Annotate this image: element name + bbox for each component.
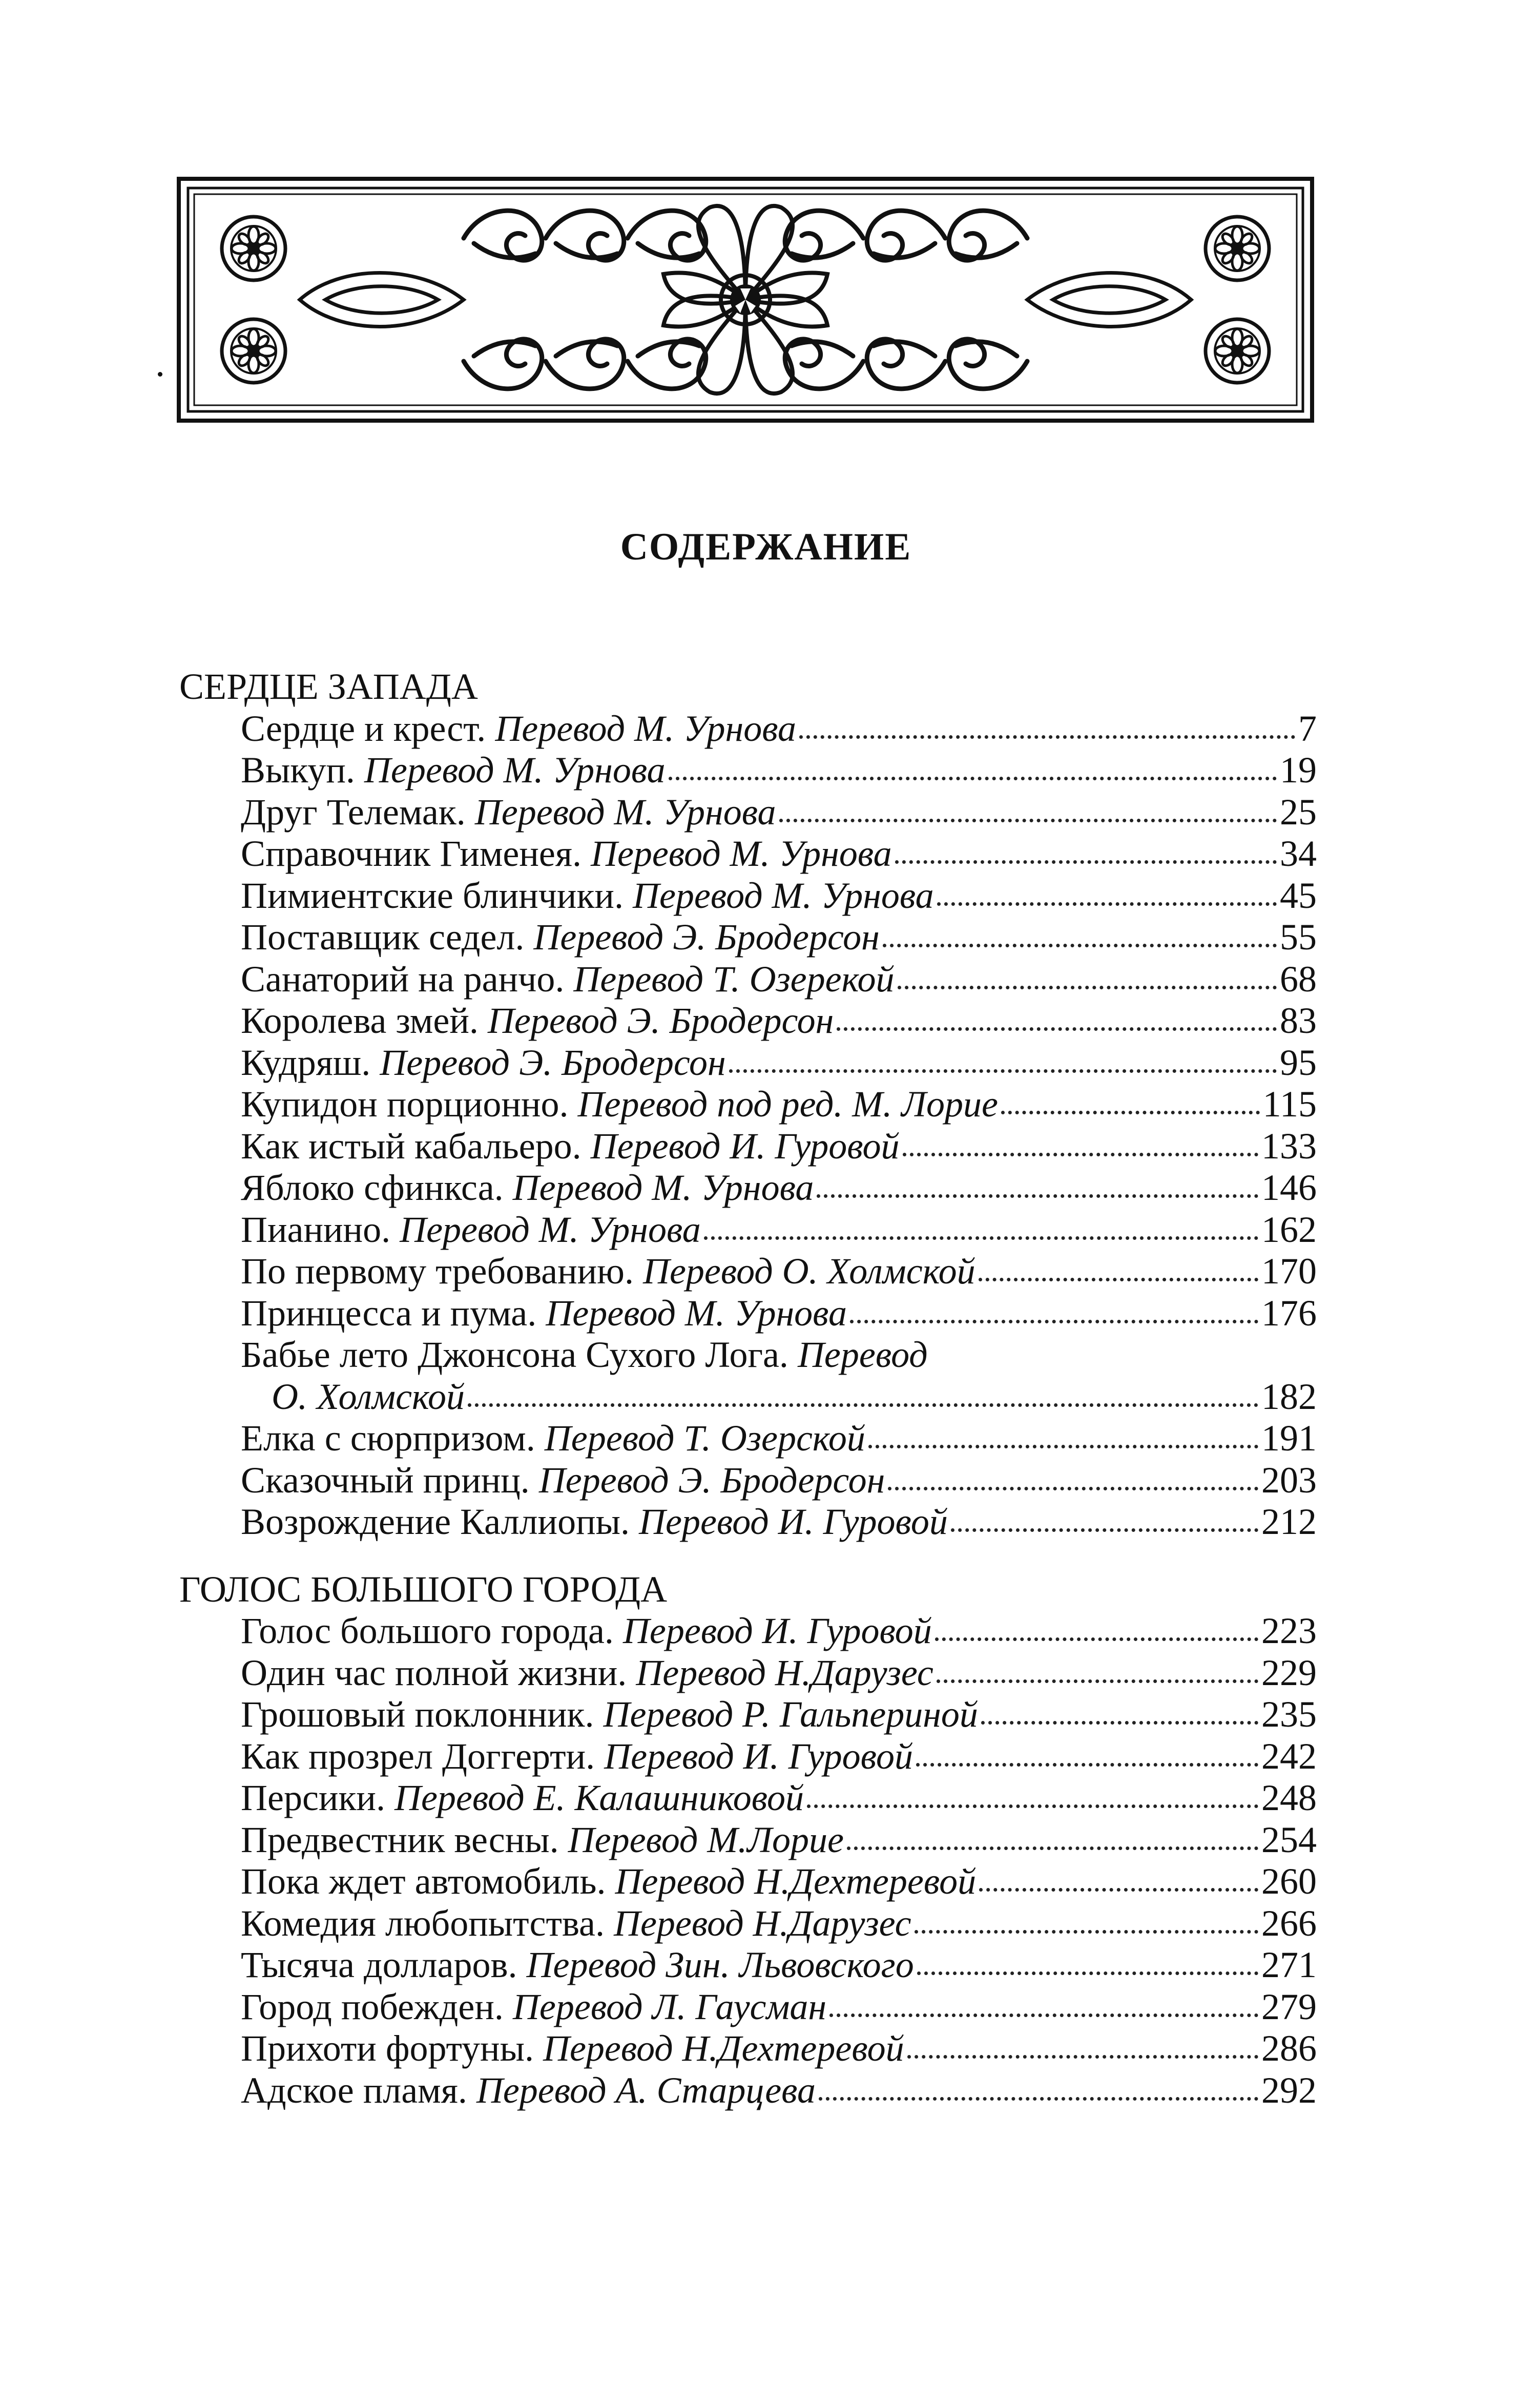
toc-entry (179, 1334, 1317, 1418)
entry-translator: Перевод Т. Озерекой (573, 958, 895, 1000)
entry-page: 25 (1280, 791, 1317, 833)
toc-entry (179, 1819, 1317, 1861)
entry-title: Кудряш. (241, 1042, 371, 1083)
dot-leader (704, 1236, 1258, 1240)
entry-title: Купидон порционно. (241, 1084, 569, 1125)
dot-leader (799, 735, 1295, 739)
toc-entry (179, 2028, 1317, 2070)
entry-title: Адское пламя. (241, 2069, 467, 2111)
entry-translator: Перевод Э. Бродерсон (380, 1042, 726, 1083)
dot-leader (951, 1528, 1258, 1532)
toc-entry (179, 1126, 1317, 1168)
dot-leader (937, 1679, 1258, 1683)
entry-title: Город побежден. (241, 1986, 504, 2027)
toc-entry (179, 1042, 1317, 1084)
entry-page: 162 (1261, 1209, 1317, 1250)
entry-translator: Перевод Р. Гальпериной (603, 1694, 978, 1735)
dot-leader (669, 777, 1277, 780)
entry-translator: Перевод М. Урнова (546, 1292, 847, 1334)
entry-translator: Перевод Т. Озерской (544, 1418, 865, 1459)
entry-page: 19 (1280, 750, 1317, 791)
entry-title: Санаторий на ранчо. (241, 958, 565, 1000)
toc-entry (179, 1501, 1317, 1543)
toc-entry (179, 1610, 1317, 1652)
entry-title: Тысяча долларов. (241, 1944, 517, 1985)
entry-translator: Перевод И. Гуровой (622, 1610, 932, 1651)
toc-entry (179, 1084, 1317, 1126)
entry-page: 146 (1261, 1167, 1317, 1208)
dot-leader (981, 1721, 1258, 1725)
entry-page: 115 (1262, 1084, 1317, 1125)
dot-leader (807, 1804, 1258, 1808)
toc-entry (179, 792, 1317, 834)
entry-page: 133 (1261, 1125, 1317, 1167)
entry-page: 55 (1280, 917, 1317, 958)
dot-leader (903, 1153, 1258, 1156)
dot-leader (917, 1971, 1258, 1975)
toc-entry (179, 750, 1317, 792)
entry-translator: Перевод Э. Бродерсон (538, 1459, 885, 1501)
dot-leader (729, 1069, 1277, 1073)
dot-leader (837, 1027, 1277, 1031)
dot-leader (850, 1320, 1258, 1323)
entry-title: Яблоко сфинкса. (241, 1167, 504, 1208)
dot-leader (898, 986, 1277, 989)
entry-page: 95 (1280, 1042, 1317, 1083)
entry-page: 45 (1280, 875, 1317, 916)
entry-title: Возрождение Каллиопы. (241, 1501, 630, 1542)
dot-leader (868, 1445, 1258, 1448)
toc-entry (179, 875, 1317, 917)
entry-translator: Перевод Н.Дарузес (613, 1902, 911, 1944)
decorative-frieze-ornament-icon (177, 177, 1314, 423)
entry-page: 83 (1280, 1000, 1317, 1041)
entry-title: Бабье лето Джонсона Сухого Лога. (241, 1334, 788, 1375)
table-of-contents (179, 666, 1317, 2111)
toc-entry (179, 2070, 1317, 2112)
entry-translator: Перевод Н.Дехтеревой (543, 2028, 904, 2069)
entry-page: 223 (1261, 1610, 1317, 1651)
entry-translator: Перевод М. Урнова (400, 1209, 701, 1250)
dot-leader (1001, 1111, 1260, 1114)
entry-translator: Перевод Л. Гаусман (512, 1986, 827, 2027)
entry-page: 242 (1261, 1735, 1317, 1777)
toc-entry (179, 1652, 1317, 1694)
toc-entry (179, 1167, 1317, 1209)
entry-page: 292 (1261, 2069, 1317, 2111)
entry-page: 279 (1261, 1986, 1317, 2027)
entry-title: Елка с сюрпризом. (241, 1418, 535, 1459)
toc-entry (179, 1694, 1317, 1736)
entry-title: Грошовый поклонник. (241, 1694, 594, 1735)
entry-page: 266 (1261, 1902, 1317, 1944)
dot-leader (819, 2097, 1258, 2101)
toc-entry (179, 1944, 1317, 1986)
entry-translator: Перевод М. Урнова (364, 750, 666, 791)
entry-title: Комедия любопытства. (241, 1902, 605, 1944)
dot-leader (937, 902, 1277, 906)
entry-page: 68 (1280, 958, 1317, 1000)
entry-page: 176 (1261, 1292, 1317, 1334)
toc-entry (179, 1777, 1317, 1819)
dot-leader (888, 1487, 1258, 1490)
entry-title: Пианино. (241, 1209, 391, 1250)
entry-translator: Перевод Э. Бродерсон (533, 917, 880, 958)
section-title: СЕРДЦЕ ЗАПАДА (179, 666, 478, 707)
toc-entry (179, 1736, 1317, 1778)
dot-leader (817, 1194, 1258, 1198)
entry-title: Пимиентские блинчики. (241, 875, 624, 916)
toc-entry (179, 1251, 1317, 1293)
entry-page: 170 (1261, 1251, 1317, 1292)
dot-leader (907, 2055, 1258, 2059)
toc-entry (179, 1460, 1317, 1502)
entry-page: 191 (1261, 1418, 1317, 1459)
dot-leader (979, 1278, 1258, 1281)
stray-ink-dot (158, 372, 162, 377)
entry-translator: Перевод М.Лорие (568, 1819, 844, 1860)
entry-translator: Перевод И. Гуровой (590, 1125, 900, 1167)
toc-entry (179, 1903, 1317, 1945)
entry-page: 286 (1261, 2028, 1317, 2069)
entry-translator: Перевод И. Гуровой (604, 1735, 913, 1777)
entry-title: По первому требованию. (241, 1251, 634, 1292)
entry-title: Выкуп. (241, 750, 355, 791)
toc-section (179, 1569, 1317, 2112)
dot-leader (916, 1763, 1258, 1767)
dot-leader (979, 1888, 1258, 1892)
dot-leader (915, 1930, 1258, 1934)
dot-leader (468, 1403, 1258, 1407)
entry-title: Один час полной жизни. (241, 1652, 627, 1693)
dot-leader (847, 1846, 1258, 1850)
toc-entry (179, 959, 1317, 1001)
dot-leader (779, 819, 1277, 822)
entry-translator: Перевод Э. Бродерсон (487, 1000, 834, 1041)
entry-translator: Перевод Е. Калашниковой (394, 1777, 804, 1818)
toc-entry (179, 1418, 1317, 1460)
entry-title: Пока ждет автомобиль. (241, 1861, 606, 1902)
entry-title: Друг Телемак. (241, 791, 466, 833)
entry-title: Сказочный принц. (241, 1459, 530, 1501)
toc-entry (179, 1861, 1317, 1903)
toc-entry (179, 1000, 1317, 1042)
toc-entry (179, 833, 1317, 875)
entry-translator: Перевод Зин. Львовского (526, 1944, 914, 1985)
entry-translator: Перевод М. Урнова (632, 875, 934, 916)
entry-title: Персики. (241, 1777, 385, 1818)
toc-entry (179, 1986, 1317, 2028)
entry-page: 34 (1280, 833, 1317, 874)
entry-page: 260 (1261, 1861, 1317, 1902)
entry-title: Сердце и крест. (241, 708, 486, 749)
entry-translator: Перевод М. Урнова (512, 1167, 814, 1208)
entry-translator: Перевод М. Урнова (495, 708, 797, 749)
entry-translator: Перевод М. Урнова (590, 833, 892, 874)
entry-page: 254 (1261, 1819, 1317, 1860)
entry-page: 203 (1261, 1459, 1317, 1501)
entry-page: 212 (1261, 1501, 1317, 1542)
dot-leader (829, 2013, 1258, 2017)
entry-title: Принцесса и пума. (241, 1292, 537, 1334)
entry-page: 229 (1261, 1652, 1317, 1693)
entry-title: Прихоти фортуны. (241, 2028, 534, 2069)
entry-title: Как истый кабальеро. (241, 1125, 581, 1167)
entry-translator: Перевод О. Холмской (642, 1251, 975, 1292)
entry-translator: Перевод Н.Дарузес (636, 1652, 933, 1693)
entry-translator-continued: О. Холмской (272, 1376, 465, 1417)
entry-page: 235 (1261, 1694, 1317, 1735)
entry-title: Королева змей. (241, 1000, 479, 1041)
entry-translator: Перевод М. Урнова (474, 791, 776, 833)
toc-section (179, 666, 1317, 1543)
entry-translator: Перевод И. Гуровой (639, 1501, 948, 1542)
entry-page: 182 (1261, 1376, 1317, 1417)
entry-translator: Перевод А. Старцева (476, 2069, 816, 2111)
entry-page: 271 (1261, 1944, 1317, 1985)
entry-translator: Перевод под ред. М. Лорие (577, 1084, 998, 1125)
toc-entry (179, 1293, 1317, 1335)
section-title: ГОЛОС БОЛЬШОГО ГОРОДА (179, 1568, 668, 1610)
toc-entry (179, 1209, 1317, 1251)
toc-entry (179, 917, 1317, 959)
dot-leader (895, 860, 1277, 864)
entry-page: 7 (1298, 708, 1317, 749)
entry-translator: Перевод Н.Дехтеревой (615, 1861, 977, 1902)
entry-translator: Перевод (797, 1334, 928, 1375)
entry-page: 248 (1261, 1777, 1317, 1818)
entry-title: Поставщик седел. (241, 917, 525, 958)
dot-leader (883, 944, 1277, 947)
entry-title: Справочник Гименея. (241, 833, 581, 874)
entry-title: Как прозрел Доггерти. (241, 1735, 595, 1777)
toc-entry (179, 708, 1317, 750)
page-title: СОДЕРЖАНИЕ (620, 526, 912, 568)
entry-title: Предвестник весны. (241, 1819, 559, 1860)
entry-title: Голос большого города. (241, 1610, 614, 1651)
dot-leader (935, 1637, 1258, 1641)
